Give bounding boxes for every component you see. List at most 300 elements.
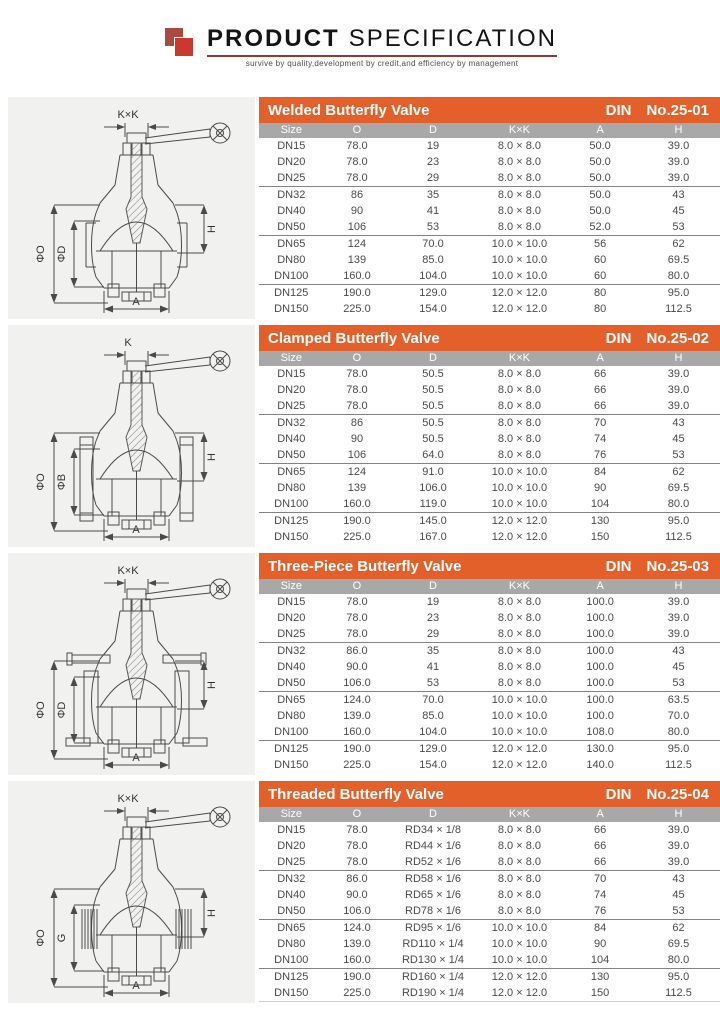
table-cell: 8.0 × 8.0 [476,626,564,643]
table-cell: 140.0 [586,759,614,771]
column-header-row [259,579,720,594]
table-cell: DN40 [277,205,306,217]
table-row [259,170,720,187]
table-cell: 80.0 [637,268,720,285]
table-cell: DN50 [259,219,324,236]
table-cell: 78.0 [324,626,391,643]
table-title-bar [259,97,720,123]
table-cell: DN25 [259,854,324,871]
dim-label-kxk: K×K [117,109,139,121]
table-cell: 10.0 × 10.0 [491,922,548,934]
table-cell: 39.0 [667,384,690,396]
valve-name: Welded Butterfly Valve [268,101,430,119]
table-title-bar [259,553,720,579]
table-cell: 66 [593,384,607,396]
table-cell: 78.0 [346,596,368,608]
page-title-light: SPECIFICATION [348,25,557,52]
table-cell: 129.0 [419,287,447,299]
table-row [259,659,720,675]
table-cell: 100.0 [586,694,614,706]
table-cell: DN32 [277,417,306,429]
table-cell: 39.0 [667,840,690,852]
table-row [259,741,720,758]
dim-label-outer: ΦO [35,701,47,719]
table-cell: 90.0 [346,661,368,673]
column-header: H [637,351,720,366]
table-three-piece [259,553,720,775]
dim-label-outer: ΦO [35,473,47,491]
table-cell: 124 [347,466,367,478]
column-header: O [324,123,391,138]
table-cell: 85.0 [422,710,444,722]
table-cell: DN25 [259,398,324,415]
table-cell: 62 [672,238,685,250]
table-cell: 139 [347,482,367,494]
table-cell: DN32 [277,645,306,657]
table-cell: 76 [563,447,637,464]
table-cell: 64.0 [390,447,475,464]
table-cell: 190.0 [343,971,371,983]
dim-label-outer: ΦO [35,929,47,947]
table-cell: 86 [350,189,364,201]
table-cell: 8.0 × 8.0 [497,417,541,429]
table-cell: 190.0 [343,287,371,299]
table-cell: DN80 [277,254,306,266]
valve-name: Threaded Butterfly Valve [268,785,444,803]
valve-name: Clamped Butterfly Valve [268,329,440,347]
table-cell: 160.0 [324,496,391,513]
table-cell: 225.0 [324,985,391,1002]
table-cell: DN20 [277,156,306,168]
table-cell: 53 [637,219,720,236]
table-row [259,431,720,447]
dim-label-inner: ΦB [56,473,68,491]
table-cell: 104.0 [390,268,475,285]
table-row [259,903,720,920]
table-cell: 45 [672,889,685,901]
din-number [606,102,709,119]
table-cell: 56 [593,238,607,250]
section-threaded [8,781,720,1003]
table-cell: 160.0 [324,724,391,741]
table-cell: 112.5 [665,759,692,771]
column-header: D [390,351,475,366]
page-title [207,25,557,53]
table-threaded [259,781,720,1003]
valve-drawing-three-piece [8,553,255,775]
table-row [259,398,720,415]
column-header: H [637,579,720,594]
din-prefix: DIN [605,785,632,803]
table-cell: 78.0 [346,824,368,836]
table-row [259,496,720,513]
table-row [259,268,720,285]
table-cell: 84 [593,922,607,934]
table-cell: 74 [593,433,607,445]
table-cell: 130 [590,515,610,527]
table-cell: 45 [672,433,685,445]
table-cell: 78.0 [346,384,368,396]
table-cell: DN65 [277,922,306,934]
table-cell: RD52 × 1/6 [390,854,475,871]
table-cell: 8.0 × 8.0 [497,889,541,901]
sections-container [0,97,720,1003]
table-cell: 39.0 [667,368,690,380]
table-cell: 53 [390,675,475,692]
table-row [259,464,720,481]
table-row [259,675,720,692]
table-cell: 70 [593,417,607,429]
table-row [259,366,720,382]
table-clamped [259,325,720,547]
dim-label-inner: G [56,933,68,943]
table-cell: 66 [593,840,607,852]
table-welded [259,97,720,319]
table-cell: 12.0 × 12.0 [491,971,548,983]
table-cell: 23 [426,612,440,624]
table-row [259,480,720,496]
dim-label-inner: ΦD [56,701,68,719]
table-cell: 70.0 [667,710,690,722]
table-cell: 60 [563,268,637,285]
table-cell: RD44 × 1/6 [405,840,461,852]
table-cell: 70 [593,873,607,885]
table-cell: 139.0 [343,938,371,950]
table-cell: DN65 [277,466,306,478]
table-cell: 8.0 × 8.0 [497,156,541,168]
table-cell: 80.0 [637,496,720,513]
table-cell: 78.0 [346,840,368,852]
table-cell: DN65 [277,238,306,250]
table-row [259,626,720,643]
table-cell: 130.0 [586,743,614,755]
page-title-bold: PRODUCT [207,25,340,52]
table-row [259,252,720,268]
valve-diagram [8,325,255,547]
table-cell: 10.0 × 10.0 [476,268,564,285]
table-cell: RD130 × 1/4 [390,952,475,969]
table-cell: 50.5 [422,368,444,380]
table-cell: 86.0 [346,645,368,657]
table-row [259,838,720,854]
table-row [259,871,720,888]
table-cell: 100.0 [586,661,614,673]
table-cell: 19 [426,596,440,608]
table-cell: 45 [672,661,685,673]
table-row [259,138,720,154]
table-cell: DN25 [259,170,324,187]
table-row [259,643,720,660]
dim-label-outer: ΦO [35,245,47,263]
table-cell: 53 [637,675,720,692]
dim-label-k: K [124,337,132,349]
table-cell: 8.0 × 8.0 [497,873,541,885]
table-cell: 106 [324,219,391,236]
table-cell: DN150 [259,985,324,1002]
column-header-row [259,123,720,138]
column-header: H [637,807,720,822]
table-cell: 124.0 [343,922,371,934]
table-cell: 112.5 [665,531,692,543]
table-row [259,529,720,545]
table-cell: 10.0 × 10.0 [476,724,564,741]
table-cell: DN80 [277,710,306,722]
table-cell: 106.0 [324,675,391,692]
logo-square-front [175,38,193,56]
table-cell: RD95 × 1/6 [405,922,461,934]
din-code: No.25-03 [646,557,709,575]
dim-label-width: A [132,752,140,764]
valve-diagram [8,97,255,319]
column-header: K×K [476,123,564,138]
table-cell: 145.0 [419,515,447,527]
table-cell: 160.0 [324,952,391,969]
table-cell: DN25 [259,626,324,643]
table-cell: 8.0 × 8.0 [497,368,541,380]
table-row [259,822,720,838]
table-cell: 50.0 [589,189,611,201]
table-cell: 69.5 [667,938,690,950]
table-row [259,513,720,530]
table-cell: 70.0 [422,694,444,706]
table-cell: 52.0 [563,219,637,236]
table-cell: DN15 [277,596,306,608]
table-cell: 190.0 [343,515,371,527]
table-cell: 78.0 [324,854,391,871]
table-row [259,382,720,398]
table-cell: DN40 [277,661,306,673]
table-cell: 66 [563,854,637,871]
table-cell: 29 [390,170,475,187]
table-cell: DN15 [277,140,306,152]
table-cell: 8.0 × 8.0 [476,447,564,464]
table-cell: 8.0 × 8.0 [497,596,541,608]
table-cell: RD160 × 1/4 [401,971,465,983]
table-cell: 10.0 × 10.0 [491,710,548,722]
valve-diagram [8,553,255,775]
table-row [259,757,720,773]
table-cell: 104 [563,952,637,969]
table-cell: 100.0 [586,612,614,624]
table-cell: 8.0 × 8.0 [476,675,564,692]
table-cell: 86.0 [346,873,368,885]
table-cell: RD34 × 1/8 [405,824,461,836]
valve-drawing-threaded [8,781,255,1003]
table-cell: DN15 [277,824,306,836]
table-row [259,285,720,302]
table-cell: DN20 [277,612,306,624]
column-header: K×K [476,807,564,822]
dim-label-height: H [206,681,218,689]
table-cell: DN100 [259,724,324,741]
table-cell: 8.0 × 8.0 [497,140,541,152]
table-cell: 50.0 [589,205,611,217]
table-cell: 12.0 × 12.0 [491,743,548,755]
table-cell: 112.5 [637,985,720,1002]
dim-label-kxk: K×K [117,793,139,805]
brand-logo-icon [163,27,201,65]
table-cell: 95.0 [667,971,690,983]
table-cell: DN40 [277,889,306,901]
table-cell: 8.0 × 8.0 [476,170,564,187]
table-cell: 10.0 × 10.0 [491,482,548,494]
table-cell: 39.0 [667,612,690,624]
table-cell: 86 [350,417,364,429]
table-cell: DN20 [277,384,306,396]
table-cell: 69.5 [667,254,690,266]
dimension-table [259,351,720,545]
table-cell: 130 [590,971,610,983]
table-cell: DN125 [274,515,309,527]
column-header: A [563,807,637,822]
table-cell: 90 [350,205,364,217]
table-cell: 10.0 × 10.0 [491,238,548,250]
table-cell: 8.0 × 8.0 [497,645,541,657]
table-cell: DN65 [277,694,306,706]
table-cell: 8.0 × 8.0 [497,189,541,201]
table-cell: RD58 × 1/6 [405,873,461,885]
table-cell: 66 [593,368,607,380]
table-cell: 80.0 [637,724,720,741]
table-cell: 104 [563,496,637,513]
table-cell: 100.0 [563,626,637,643]
column-header-row [259,351,720,366]
table-cell: 12.0 × 12.0 [476,985,564,1002]
table-cell: 66 [563,398,637,415]
table-cell: 95.0 [667,743,690,755]
column-header: D [390,579,475,594]
table-cell: 43 [672,873,685,885]
din-prefix: DIN [605,329,632,347]
brand-text [207,25,557,68]
table-cell: 78.0 [324,170,391,187]
table-cell: 29 [390,626,475,643]
table-cell: 8.0 × 8.0 [497,840,541,852]
table-cell: 90 [593,938,607,950]
table-row [259,219,720,236]
table-row [259,610,720,626]
table-cell: 160.0 [324,268,391,285]
table-row [259,154,720,170]
table-cell: 62 [672,922,685,934]
dimension-table [259,807,720,1002]
table-cell: 12.0 × 12.0 [491,531,548,543]
table-cell: DN150 [274,303,309,315]
table-row [259,415,720,432]
table-cell: 39.0 [637,170,720,187]
table-cell: 8.0 × 8.0 [497,824,541,836]
table-cell: 90 [350,433,364,445]
table-cell: 39.0 [637,626,720,643]
table-cell: 70.0 [422,238,444,250]
table-cell: 50.5 [390,398,475,415]
table-cell: 225.0 [343,303,371,315]
table-cell: 50.0 [589,140,611,152]
table-cell: DN80 [277,938,306,950]
table-cell: 150 [590,531,610,543]
table-cell: 39.0 [667,596,690,608]
dimension-table [259,123,720,317]
table-cell: 78.0 [346,156,368,168]
column-header: O [324,579,391,594]
table-cell: 12.0 × 12.0 [491,759,548,771]
table-cell: 43 [672,189,685,201]
table-cell: 84 [593,466,607,478]
column-header: A [563,579,637,594]
table-row [259,447,720,464]
table-row [259,724,720,741]
table-cell: 100.0 [563,675,637,692]
table-cell: DN32 [277,873,306,885]
column-header: A [563,351,637,366]
column-header: Size [259,123,324,138]
table-cell: 225.0 [343,759,371,771]
table-row [259,236,720,253]
table-cell: 124 [347,238,367,250]
table-cell: 78.0 [346,140,368,152]
brand-header [0,0,720,68]
table-cell: 12.0 × 12.0 [491,287,548,299]
table-row [259,854,720,871]
table-cell: 8.0 × 8.0 [476,398,564,415]
table-cell: 108.0 [563,724,637,741]
table-cell: 80 [593,287,607,299]
table-cell: 95.0 [667,287,690,299]
table-cell: 90 [593,482,607,494]
section-three-piece [8,553,720,775]
table-cell: 43 [672,645,685,657]
table-cell: 100.0 [586,645,614,657]
table-cell: DN80 [277,482,306,494]
table-cell: 69.5 [667,482,690,494]
column-header-row [259,807,720,822]
valve-drawing-clamped [8,325,255,547]
table-cell: 190.0 [343,743,371,755]
table-cell: 10.0 × 10.0 [491,694,548,706]
table-cell: 10.0 × 10.0 [491,466,548,478]
table-cell: 119.0 [390,496,475,513]
table-cell: 8.0 × 8.0 [476,219,564,236]
table-row [259,203,720,219]
column-header: O [324,807,391,822]
table-cell: 10.0 × 10.0 [491,254,548,266]
table-row [259,692,720,709]
table-cell: 8.0 × 8.0 [476,854,564,871]
table-cell: DN125 [274,743,309,755]
table-cell: 80 [593,303,607,315]
table-cell: 45 [672,205,685,217]
table-cell: RD65 × 1/6 [405,889,461,901]
table-cell: 10.0 × 10.0 [491,938,548,950]
table-cell: 41 [426,661,440,673]
table-cell: 139.0 [343,710,371,722]
table-row [259,301,720,317]
table-cell: 104.0 [390,724,475,741]
column-header: D [390,123,475,138]
column-header: A [563,123,637,138]
table-title-bar [259,781,720,807]
table-cell: 8.0 × 8.0 [497,661,541,673]
table-cell: DN50 [259,447,324,464]
table-cell: 74 [593,889,607,901]
table-row [259,594,720,610]
table-cell: DN125 [274,287,309,299]
table-cell: 106.0 [324,903,391,920]
table-cell: 10.0 × 10.0 [476,496,564,513]
table-cell: DN40 [277,433,306,445]
table-cell: DN50 [259,675,324,692]
dim-label-kxk: K×K [117,565,139,577]
